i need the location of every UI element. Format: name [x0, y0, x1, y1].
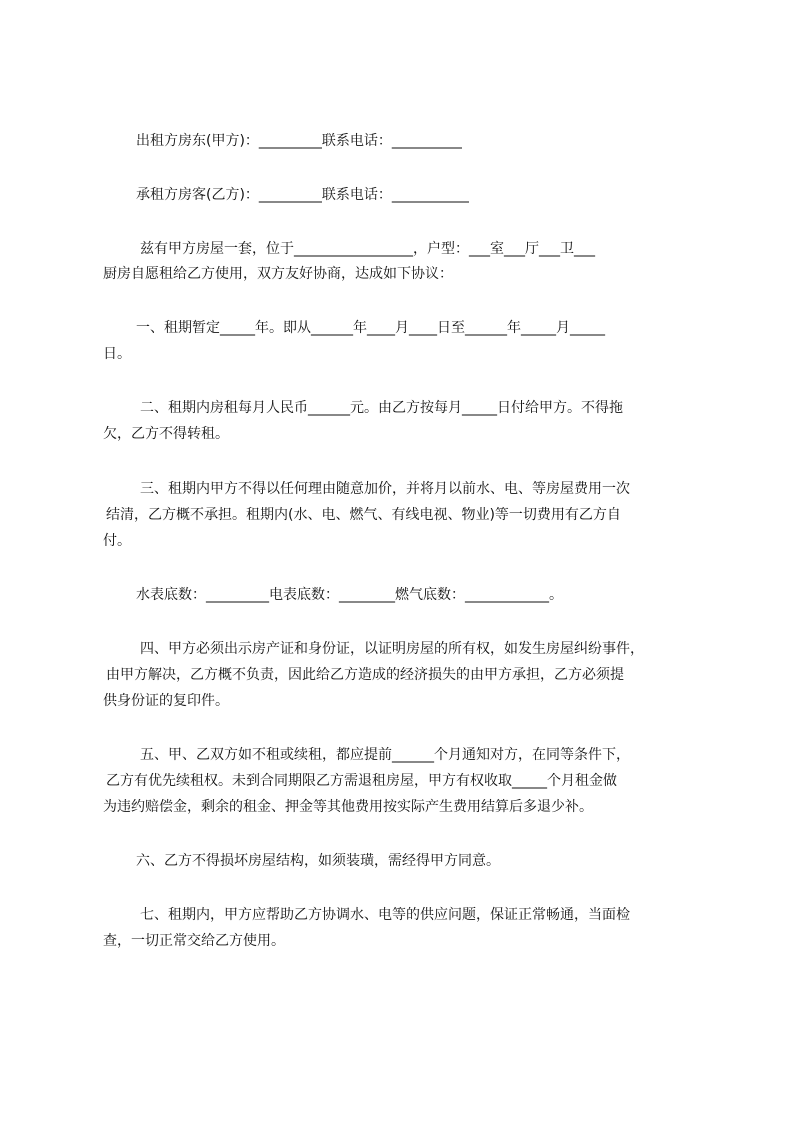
- tenant-line: 承租方房客(乙方)：_________联系电话：___________: [136, 187, 469, 203]
- clause-5-line-3: 为违约赔偿金，剩余的租金、押金等其他费用按实际产生费用结算后多退少补。: [103, 799, 593, 815]
- clause-4-line-2: 由甲方解决，乙方概不负责，因此给乙方造成的经济损失的由甲方承担，乙方必须提: [106, 667, 624, 683]
- clause-7-line-2: 查，一切正常交给乙方使用。: [103, 933, 285, 949]
- clause-3-line-2: 结清，乙方概不承担。租期内(水、电、燃气、有线电视、物业)等一切费用有乙方自: [106, 507, 621, 523]
- meter-readings-line: 水表底数：_________电表底数：________燃气底数：____________。: [136, 587, 563, 603]
- clause-1-line-1: 一、租期暂定_____年。即从______年____月____日至______年_____月_____: [136, 320, 605, 336]
- clause-6-line: 六、乙方不得损坏房屋结构，如须装璜，需经得甲方同意。: [136, 853, 500, 869]
- clause-4-line-1: 四、甲方必须出示房产证和身份证，以证明房屋的所有权，如发生房屋纠纷事件，: [140, 641, 644, 657]
- property-line-1: 兹有甲方房屋一套，位于_________________，户型：___室___厅___卫___: [140, 241, 595, 257]
- clause-3-line-1: 三、租期内甲方不得以任何理由随意加价，并将月以前水、电、等房屋费用一次: [140, 481, 630, 497]
- clause-1-line-2: 日。: [103, 346, 131, 362]
- landlord-line: 出租方房东(甲方)：_________联系电话：__________: [136, 133, 462, 149]
- clause-5-line-1: 五、甲、乙双方如不租或续租，都应提前______个月通知对方，在同等条件下，: [140, 747, 630, 763]
- clause-7-line-1: 七、租期内，甲方应帮助乙方协调水、电等的供应问题，保证正常畅通，当面检: [140, 907, 630, 923]
- clause-5-line-2: 乙方有优先续租权。未到合同期限乙方需退租房屋，甲方有权收取_____个月租金做: [106, 773, 617, 789]
- clause-2-line-2: 欠，乙方不得转租。: [103, 426, 229, 442]
- clause-4-line-3: 供身份证的复印件。: [103, 693, 229, 709]
- clause-2-line-1: 二、租期内房租每月人民币______元。由乙方按每月_____日付给甲方。不得拖: [140, 400, 623, 416]
- property-line-2: 厨房自愿租给乙方使用，双方友好协商，达成如下协议：: [103, 266, 453, 282]
- clause-3-line-3: 付。: [103, 533, 131, 549]
